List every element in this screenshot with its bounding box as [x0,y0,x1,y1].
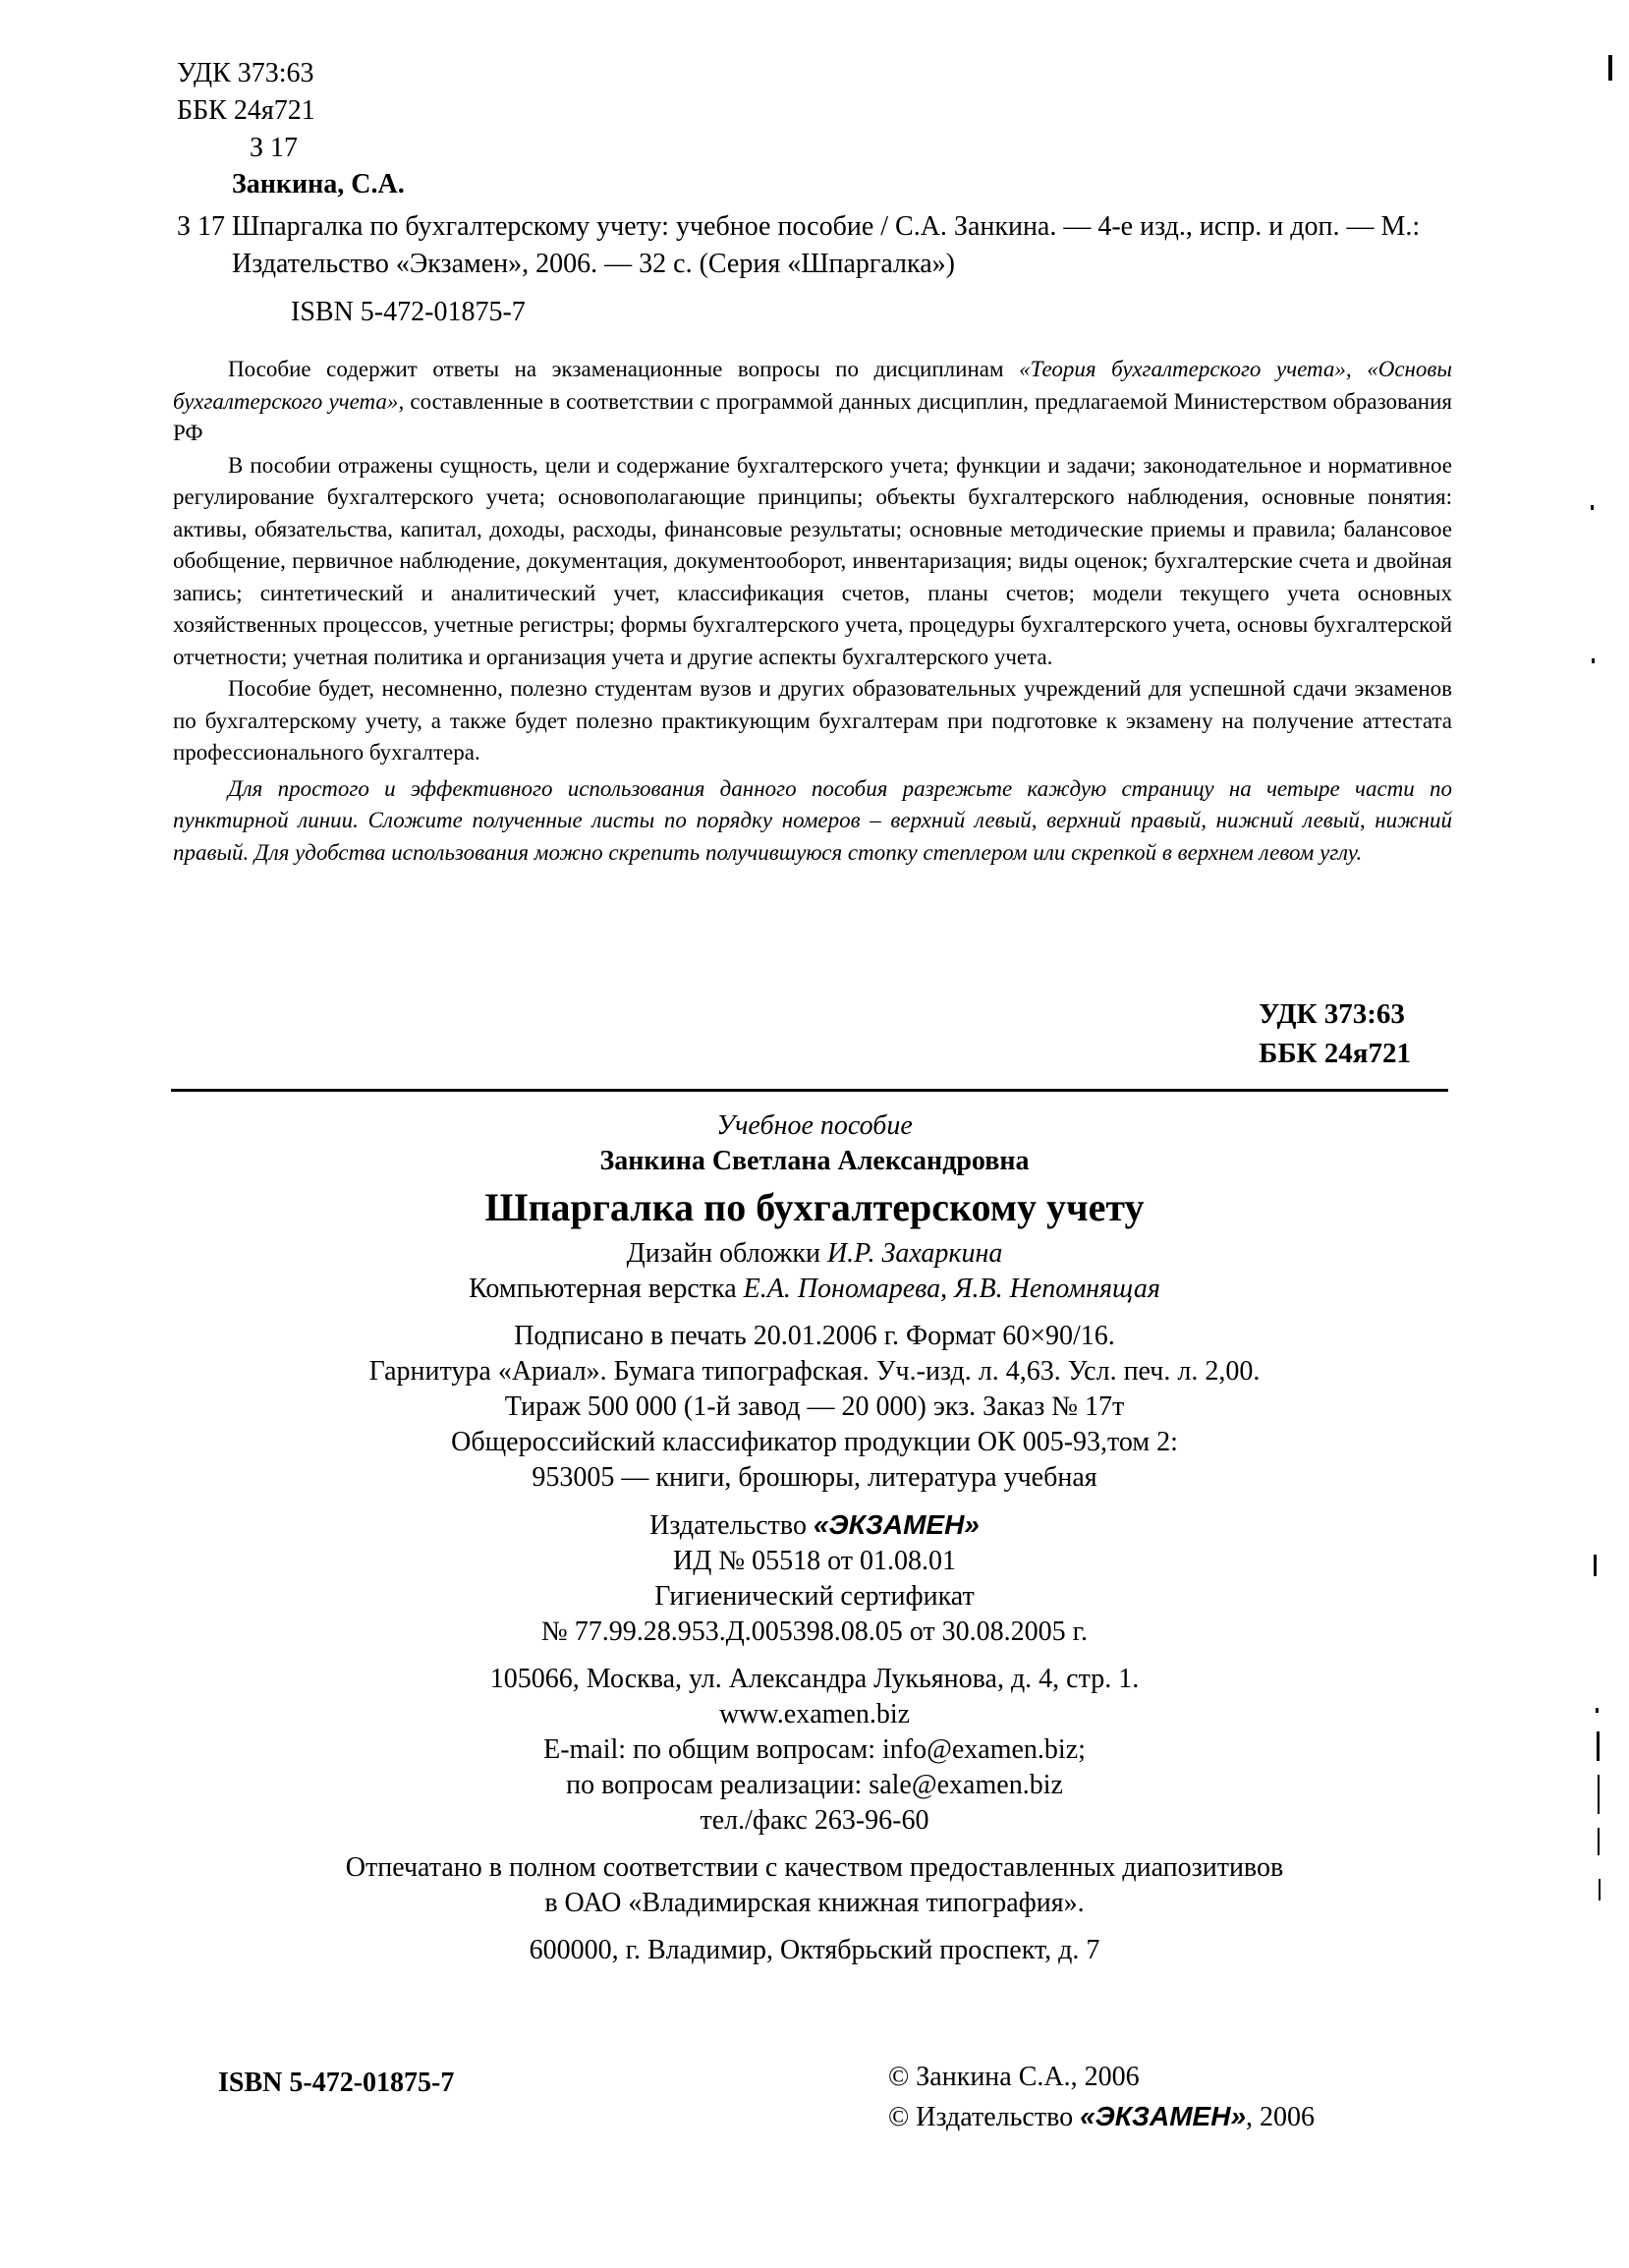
classifier-2: 953005 — книги, брошюры, литература учебная [532,1462,1097,1493]
abstract-paragraph-3: Пособие будет, несомненно, полезно студентам вузов и других образовательных учреждений для успешной сдачи экзаменов по бухгалтерскому учету, а также будет полезно практикующим бухгалтерам при подготовке к экзамену на получение аттестата профессионального бухгалтера. [173,676,1452,765]
hygiene-label: Гигиенический сертификат [654,1581,975,1612]
separator-rule [171,1089,1448,1092]
publisher-brand: «ЭКЗАМЕН» [813,1509,980,1540]
print-info-1: Подписано в печать 20.01.2006 г. Формат 60×90/16. [514,1321,1115,1351]
cover-designer: И.Р. Захаркина [826,1238,1003,1269]
layout-label: Компьютерная верстка [469,1274,744,1304]
cover-label: Дизайн обложки [626,1238,827,1269]
publisher [0,1507,1629,1544]
copyright-author: © Занкина С.А., 2006 [888,2062,1140,2092]
layout-credits [0,1272,1629,1307]
abstract-paragraph-2: В пособии отражены сущность, цели и содержание бухгалтерского учета; функции и задачи; законодательное и нормативное регулирование бухгалтерского учета; основополагающие принципы; объекты бухгалтерского наблюдения, основные понятия: активы, обязательства, капитал, доходы, расходы, финансовые результаты; основные методические приемы и правила; балансовое обобщение, первичное наблюдение, документация, документооборот, инвентаризация; виды оценок; бухгалтерские счета и двойная запись; синтетический и аналитический учет, классификация счетов, планы счетов; модели текущего учета основных хозяйственных процессов, учетные регистры; формы бухгалтерского учета, процедуры бухгалтерского учета, основы бухгалтерской отчетности; учетная политика и организация учета и другие аспекты бухгалтерского учета. [173,452,1452,669]
catalog-codes [177,55,315,167]
scan-artifact [1598,1828,1600,1855]
author-mark: З 17 [250,133,299,163]
abstract-text: , составленные в соответствии с программой данных дисциплин, предлагаемой Министерством образования РФ [173,388,1453,445]
print-info-3: Тираж 500 000 (1-й завод — 20 000) экз. Заказ № 17т [504,1391,1125,1422]
print-info-2: Гарнитура «Ариал». Бумага типографская. Уч.-изд. л. 4,63. Усл. печ. л. 2,00. [368,1356,1261,1387]
bbk-code-right: ББК 24я721 [1259,1038,1411,1069]
printed-info-2: в ОАО «Владимирская книжная типография». [544,1888,1085,1918]
printer-address: 600000, г. Владимир, Октябрьский проспект, д. 7 [529,1935,1100,1965]
copyright-prefix: © Издательство [888,2102,1081,2132]
udk-code: УДК 373:63 [177,58,314,88]
book-title: Шпаргалка по бухгалтерскому учету [484,1185,1145,1229]
bibliographic-description: З 17 Шпаргалка по бухгалтерскому учету: учебное пособие / С.А. Занкина. — 4-е изд., испр. и доп. — М.: Издательство «Экзамен», 2006. — 32 с. (Серия «Шпаргалка») [177,211,1421,279]
phone-fax: тел./факс 263-96-60 [700,1805,929,1836]
hygiene-number: № 77.99.28.953.Д.005398.08.05 от 30.08.2005 г. [540,1616,1088,1647]
scan-artifact [1592,658,1595,663]
author-full-name: Занкина Светлана Александровна [599,1146,1030,1176]
colophon [0,1108,1629,1968]
scan-artifact [1591,505,1594,510]
codes-right [1259,994,1411,1073]
abstract-text: Пособие содержит ответы на экзаменационные вопросы по дисциплинам [228,357,1020,381]
scan-artifact [1597,1731,1600,1761]
bbk-code: ББК 24я721 [177,95,315,126]
layout-designers: Е.А. Пономарева, Я.В. Непомнящая [743,1274,1160,1304]
printed-info-1: Отпечатано в полном соответствии с качеством предоставленных диапозитивов [345,1852,1284,1883]
isbn-top: ISBN 5-472-01875-7 [291,297,526,327]
disciplines: «Теория бухгалтерского учета», «Основы бухгалтерского учета» [173,357,1452,414]
publisher-website: www.examen.biz [718,1699,911,1729]
copyright-year: , 2006 [1246,2102,1316,2132]
abstract-paragraph-4: Для простого и эффективного использования данного пособия разрежьте каждую страницу на четыре части по пунктирной линии. Сложите полученные листы по порядку номеров – верхний левый, верхний правый, нижний левый, нижний правый. Для удобства использования можно скрепить получившуюся стопку степлером или скрепкой в верхнем левом углу. [173,775,1452,865]
abstract-paragraph-1 [173,354,1452,450]
copyright-block [888,2058,1315,2137]
scan-artifact [1594,1555,1597,1576]
edition-type: Учебное пособие [716,1110,913,1141]
email-sales: по вопросам реализации: sale@examen.biz [566,1770,1063,1800]
publisher-id: ИД № 05518 от 01.08.01 [673,1546,956,1576]
scan-artifact [1598,1775,1600,1814]
isbn-bottom: ISBN 5-472-01875-7 [218,2068,455,2098]
publisher-address: 105066, Москва, ул. Александра Лукьянова, д. 4, стр. 1. [489,1664,1140,1694]
publisher-prefix: Издательство [649,1510,814,1541]
email-general: E-mail: по общим вопросам: info@examen.biz; [543,1734,1086,1765]
copyright-brand: «ЭКЗАМЕН» [1080,2101,1247,2131]
scan-artifact [1596,1708,1599,1713]
cover-design [0,1236,1629,1272]
author-heading: Занкина, С.А. [232,169,405,199]
scan-artifact [1608,55,1612,81]
copyright-publisher [888,2097,1315,2137]
classifier-1: Общероссийский классификатор продукции ОК 005-93,том 2: [451,1427,1178,1457]
abstract [173,354,1452,869]
scan-artifact [1599,1879,1601,1900]
udk-code-right: УДК 373:63 [1259,998,1405,1030]
